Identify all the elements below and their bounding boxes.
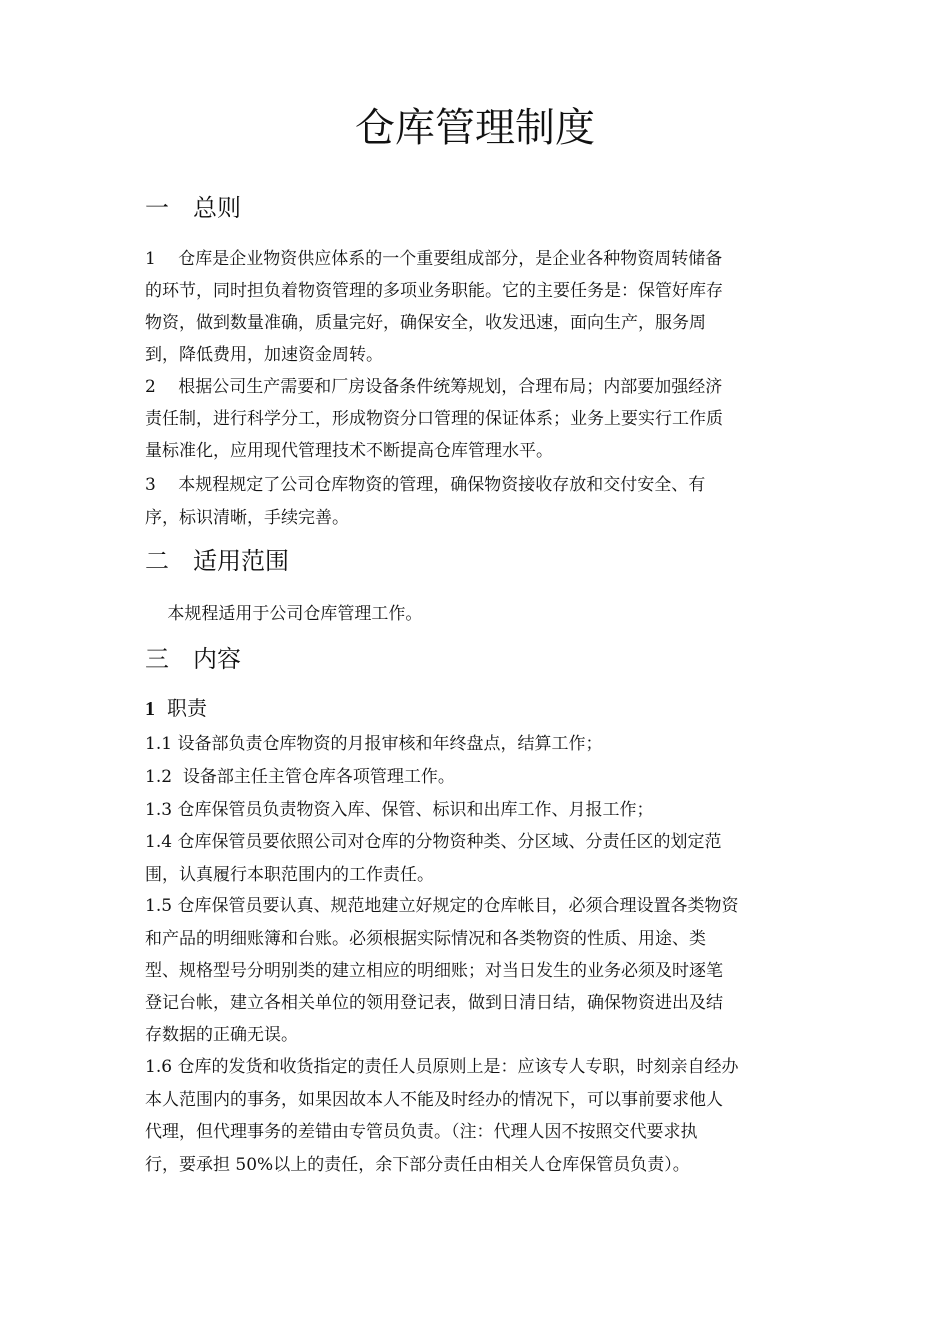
list-item-line: 1.1 设备部负责仓库物资的月报审核和年终盘点，结算工作；	[145, 734, 603, 754]
document-title: 仓库管理制度	[355, 105, 595, 151]
paragraph-line: 的环节，同时担负着物资管理的多项业务职能。它的主要任务是：保管好库存	[145, 281, 723, 301]
section-heading-content: 三 内容	[145, 645, 241, 673]
list-item-line: 本人范围内的事务，如果因故本人不能及时经办的情况下，可以事前要求他人	[145, 1090, 723, 1110]
list-item-line: 代理，但代理事务的差错由专管员负责。（注：代理人因不按照交代要求执	[145, 1122, 698, 1142]
list-item-line: 1.5 仓库保管员要认真、规范地建立好规定的仓库帐目，必须合理设置各类物资	[145, 896, 739, 916]
list-item-line: 存数据的正确无误。	[145, 1025, 298, 1045]
subsection-heading	[145, 692, 207, 725]
list-item-line: 型、规格型号分明别类的建立相应的明细账；对当日发生的业务必须及时逐笔	[145, 961, 723, 981]
list-item-line: 行，要承担 50%以上的责任，余下部分责任由相关人仓库保管员负责）。	[145, 1155, 690, 1175]
paragraph-line: 物资，做到数量准确，质量完好，确保安全，收发迅速，面向生产，服务周	[145, 313, 706, 333]
paragraph-line: 2 根据公司生产需要和厂房设备条件统筹规划，合理布局；内部要加强经济	[145, 377, 723, 397]
section-heading-general: 一 总则	[145, 194, 241, 222]
paragraph-line: 3 本规程规定了公司仓库物资的管理，确保物资接收存放和交付安全、有	[145, 475, 706, 495]
list-item-line: 和产品的明细账簿和台账。必须根据实际情况和各类物资的性质、用途、类	[145, 929, 706, 949]
list-item-line: 1.2 设备部主任主管仓库各项管理工作。	[145, 767, 455, 787]
list-item-line: 登记台帐，建立各相关单位的领用登记表，做到日清日结，确保物资进出及结	[145, 993, 723, 1013]
subsection-title: 职责	[167, 696, 207, 720]
subsection-number: 1	[145, 698, 155, 720]
list-item-line: 1.4 仓库保管员要依照公司对仓库的分物资种类、分区域、分责任区的划定范	[145, 832, 722, 852]
section-heading-scope: 二 适用范围	[145, 547, 289, 575]
paragraph-line: 量标准化，应用现代管理技术不断提高仓库管理水平。	[145, 441, 553, 461]
paragraph-line: 序，标识清晰，手续完善。	[145, 508, 349, 528]
list-item-line: 围，认真履行本职范围内的工作责任。	[145, 865, 434, 885]
list-item-line: 1.6 仓库的发货和收货指定的责任人员原则上是：应该专人专职，时刻亲自经办	[145, 1057, 739, 1077]
list-item-line: 1.3 仓库保管员负责物资入库、保管、标识和出库工作、月报工作；	[145, 800, 654, 820]
paragraph-line: 1 仓库是企业物资供应体系的一个重要组成部分，是企业各种物资周转储备	[145, 249, 723, 269]
paragraph-line: 本规程适用于公司仓库管理工作。	[145, 604, 423, 624]
paragraph-line: 责任制，进行科学分工，形成物资分口管理的保证体系；业务上要实行工作质	[145, 409, 723, 429]
paragraph-line: 到，降低费用，加速资金周转。	[145, 345, 383, 365]
